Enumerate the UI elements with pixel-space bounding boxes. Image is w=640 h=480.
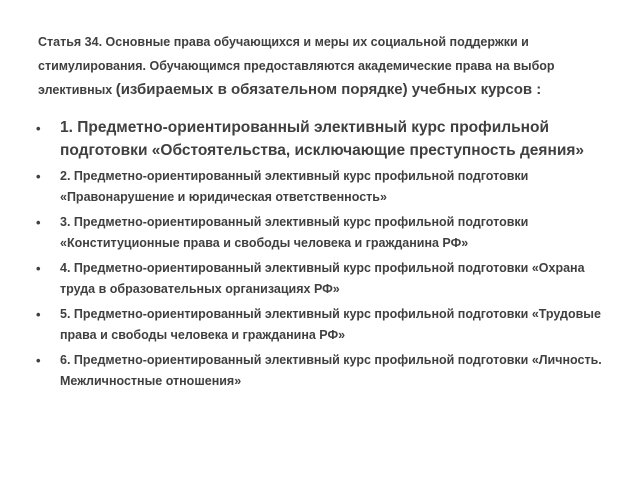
course-text: 1. Предметно-ориентированный элективный курс профильной подготовки «Обстоятельства, исключающие преступность деяния» [60, 119, 585, 159]
heading-text: Статья 34. Основные права обучающихся и меры их социальной поддержки и стимулирования. Обучающимся предоставляются академические права на выбор элективных [38, 35, 555, 97]
course-text: 6. Предметно-ориентированный элективный курс профильной подготовки «Личность. Межличностные отношения» [60, 353, 602, 388]
list-item [36, 304, 606, 346]
course-text: 5. Предметно-ориентированный элективный курс профильной подготовки «Трудовые права и свободы человека и гражданина РФ» [60, 307, 601, 342]
bullet-icon: • [36, 121, 41, 136]
list-item [36, 350, 606, 392]
list-item [36, 212, 606, 254]
list-item [36, 258, 606, 300]
course-text: 2. Предметно-ориентированный элективный курс профильной подготовки «Правонарушение и юридическая ответственность» [60, 169, 529, 204]
course-text: 4. Предметно-ориентированный элективный курс профильной подготовки «Охрана труда в образовательных организациях РФ» [60, 261, 585, 296]
course-list [36, 116, 606, 396]
list-item [36, 116, 606, 162]
list-item [36, 166, 606, 208]
bullet-icon: • [36, 215, 41, 230]
bullet-icon: • [36, 169, 41, 184]
slide-heading [38, 30, 608, 102]
bullet-icon: • [36, 261, 41, 276]
heading-text-emphasis: (избираемых в обязательном порядке) учебных курсов : [115, 81, 542, 98]
bullet-icon: • [36, 307, 41, 322]
course-text: 3. Предметно-ориентированный элективный курс профильной подготовки «Конституционные права и свободы человека и гражданина РФ» [60, 215, 529, 250]
bullet-icon: • [36, 353, 41, 368]
